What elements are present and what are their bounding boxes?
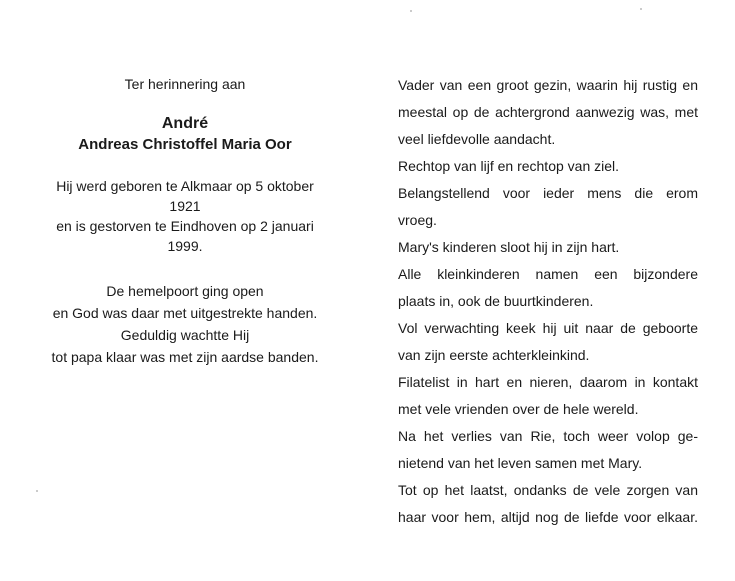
text-line: veel liefdevolle aandacht. [398, 131, 556, 147]
text-line: Rechtop van lijf en rechtop van ziel. [398, 158, 620, 174]
text-line: Vol verwachting keek hij uit naar de geboorte [398, 320, 698, 336]
left-panel [40, 74, 330, 368]
text-line: vroeg. [398, 212, 437, 228]
text-line: plaats in, ook de buurtkinderen. [398, 293, 594, 309]
text-line: met vele vrienden over de hele wereld. [398, 401, 639, 417]
text-line: Vader van een groot gezin, waarin hij rustig en [398, 77, 698, 93]
text-line: Belangstellend voor ieder mens die erom [398, 185, 698, 201]
right-panel [398, 72, 698, 531]
full-name: Andreas Christoffel Maria Oor [78, 136, 292, 153]
text-line: meestal op de achtergrond aanwezig was, met [398, 104, 698, 120]
text-line: Mary's kinderen sloot hij in zijn hart. [398, 239, 620, 255]
print-speck [36, 490, 38, 492]
print-speck [640, 8, 642, 10]
poem [40, 280, 330, 368]
birth-line: Hij werd geboren te Alkmaar op 5 oktober 1921 [56, 178, 314, 214]
intro-text: Ter herinnering aan [124, 76, 246, 92]
text-line: Tot op het laatst, ondanks de vele zorgen van [398, 482, 698, 498]
text-line: Na het verlies van Rie, toch weer volop ge- [398, 428, 698, 444]
text-line: Alle kleinkinderen namen een bijzondere [398, 266, 698, 282]
poem-line: tot papa klaar was met zijn aardse banden. [51, 349, 319, 365]
first-name: André [161, 115, 209, 132]
poem-line: De hemelpoort ging open [106, 283, 264, 299]
death-line: en is gestorven te Eindhoven op 2 januari 1999. [56, 218, 314, 254]
text-line: haar voor hem, altijd nog de liefde voor elkaar. [398, 509, 698, 525]
text-line: Filatelist in hart en nieren, daarom in kontakt [398, 374, 698, 390]
text-line: nietend van het leven samen met Mary. [398, 455, 643, 471]
text-line: van zijn eerste achterkleinkind. [398, 347, 590, 363]
poem-line: en God was daar met uitgestrekte handen. [52, 305, 318, 321]
poem-line: Geduldig wachtte Hij [120, 327, 250, 343]
print-speck [410, 10, 412, 12]
